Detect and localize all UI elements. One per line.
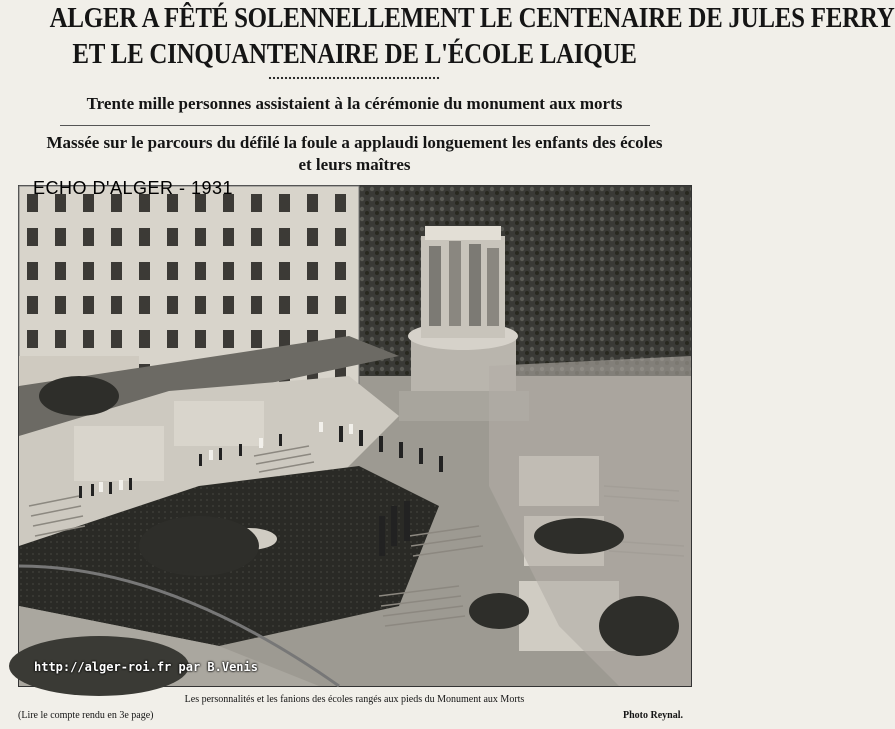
photo-credit: Photo Reynal. (623, 710, 683, 721)
dotted-separator (268, 76, 440, 80)
page-reference-note: (Lire le compte rendu en 3e page) (18, 710, 154, 721)
subheadline-2-line-1: Massée sur le parcours du défilé la foule a applaudi longuement les enfants des écoles (46, 133, 663, 152)
headline-line-1: ALGER A FÊTÉ SOLENNELLEMENT LE CENTENAIRE DE JULES FERRY (49, 2, 895, 34)
source-watermark: http://alger-roi.fr par B.Venis (34, 660, 258, 674)
subheadline-2-line-2: et leurs maîtres (298, 155, 411, 174)
monument-photo-illustration (19, 186, 691, 686)
subheadline-1: Trente mille personnes assistaient à la cérémonie du monument aux morts (86, 94, 623, 113)
newspaper-stamp: ECHO D'ALGER - 1931 (33, 178, 234, 198)
headline-line-2: ET LE CINQUANTENAIRE DE L'ÉCOLE LAIQUE (72, 38, 637, 70)
divider-rule (60, 125, 650, 126)
photo-caption: Les personnalités et les fanions des écoles rangés aux pieds du Monument aux Morts (184, 694, 525, 705)
monument-photograph (18, 185, 692, 687)
